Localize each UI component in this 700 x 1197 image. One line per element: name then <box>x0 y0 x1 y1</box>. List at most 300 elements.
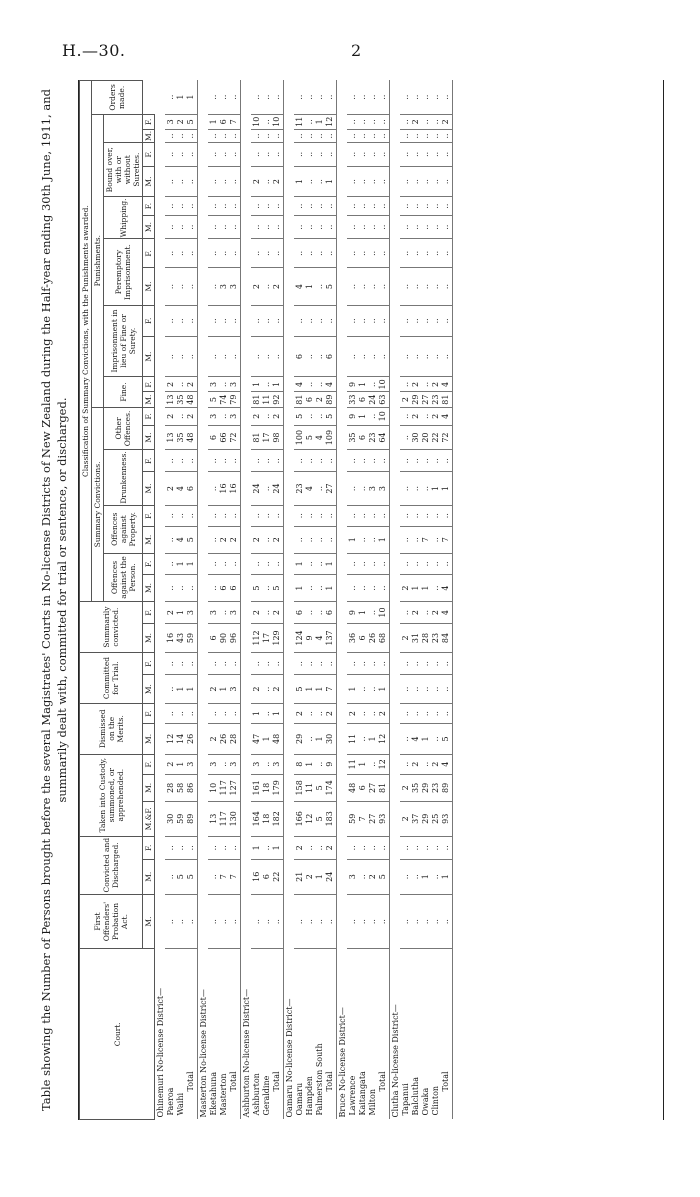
table-cell: .. <box>410 268 420 305</box>
table-cell: 7 <box>324 675 337 704</box>
table-cell: 9 <box>347 377 357 392</box>
table-cell: .. <box>271 305 284 336</box>
table-cell: 23 <box>294 472 304 505</box>
court-name: Balclutha <box>410 1076 420 1116</box>
table-cell: .. <box>367 377 377 392</box>
table-cell: .. <box>185 653 198 675</box>
table-cell: .. <box>261 268 271 305</box>
table-cell: .. <box>377 553 390 574</box>
total-row <box>324 81 337 1120</box>
table-cell: 6 <box>357 774 367 801</box>
table-cell: .. <box>400 675 410 704</box>
table-cell: 10 <box>377 602 390 624</box>
table-cell: .. <box>430 129 440 142</box>
table-cell: .. <box>271 336 284 376</box>
table-cell: .. <box>440 142 453 166</box>
table-cell: .. <box>377 129 390 142</box>
table-row <box>347 81 357 1120</box>
table-cell: 130 <box>228 801 241 836</box>
table-cell: 81 <box>440 392 453 407</box>
table-cell: 3 <box>208 602 218 624</box>
table-cell: 2 <box>410 114 420 129</box>
table-cell: .. <box>294 81 304 115</box>
table-cell: 124 <box>294 623 304 652</box>
court-name: Milton <box>367 1089 377 1116</box>
table-cell: .. <box>440 653 453 675</box>
table-cell: 89 <box>185 801 198 836</box>
sex-f: F. <box>143 703 155 723</box>
table-cell: 2 <box>185 377 198 392</box>
table-cell: 9 <box>347 602 357 624</box>
table-cell: .. <box>218 215 228 239</box>
table-cell: .. <box>165 81 175 115</box>
table-cell: .. <box>410 450 420 472</box>
court-name: Eketahuna <box>208 1071 218 1116</box>
table-cell: .. <box>357 859 367 894</box>
table-cell: .. <box>347 505 357 526</box>
table-cell: .. <box>261 472 271 505</box>
table-cell: 21 <box>294 859 304 894</box>
table-cell: 8 <box>294 754 304 774</box>
table-cell: .. <box>400 129 410 142</box>
table-cell: .. <box>430 215 440 239</box>
table-cell: .. <box>314 472 324 505</box>
table-cell: .. <box>430 114 440 129</box>
table-cell: .. <box>218 377 228 392</box>
table-cell: 3 <box>367 472 377 505</box>
table-row <box>314 81 324 1120</box>
table-cell: .. <box>175 703 185 723</box>
table-cell: .. <box>208 239 218 268</box>
table-cell: 23 <box>430 392 440 407</box>
table-cell: 2 <box>400 623 410 652</box>
table-cell: 1 <box>324 574 337 601</box>
table-cell: 2 <box>410 407 420 425</box>
table-cell: .. <box>324 197 337 215</box>
table-cell: .. <box>185 336 198 376</box>
table-cell: .. <box>271 197 284 215</box>
table-cell: .. <box>251 215 261 239</box>
table-cell: .. <box>261 239 271 268</box>
table-cell: .. <box>218 142 228 166</box>
table-cell: .. <box>410 239 420 268</box>
table-cell: .. <box>357 215 367 239</box>
table-cell: .. <box>420 268 430 305</box>
table-row <box>410 81 420 1120</box>
table-cell: .. <box>304 450 314 472</box>
total-row <box>185 81 198 1120</box>
table-cell: .. <box>271 505 284 526</box>
table-cell: 58 <box>175 774 185 801</box>
table-cell: 1 <box>420 859 430 894</box>
table-cell: 2 <box>165 407 175 425</box>
table-cell: .. <box>410 142 420 166</box>
district-name: Bruce No-license District— <box>337 1007 347 1118</box>
table-cell: .. <box>294 505 304 526</box>
table-cell: .. <box>304 81 314 115</box>
table-cell: .. <box>357 239 367 268</box>
table-cell: 1 <box>175 675 185 704</box>
table-cell: 2 <box>218 526 228 553</box>
table-cell: .. <box>420 602 430 624</box>
table-cell: .. <box>367 526 377 553</box>
table-row <box>304 81 314 1120</box>
sex-f: F. <box>143 836 155 859</box>
table-cell: .. <box>294 526 304 553</box>
table-cell: .. <box>410 675 420 704</box>
table-cell: .. <box>420 114 430 129</box>
sex-m: M. <box>143 859 155 894</box>
table-cell: .. <box>400 268 410 305</box>
table-cell: .. <box>208 703 218 723</box>
table-cell: .. <box>208 450 218 472</box>
table-cell: .. <box>314 754 324 774</box>
table-cell: .. <box>377 166 390 197</box>
col-peremptory: Peremptory Imprisonment. <box>104 239 143 305</box>
table-cell: .. <box>294 215 304 239</box>
table-cell: .. <box>218 836 228 859</box>
table-cell: .. <box>420 894 430 949</box>
col-spacer <box>104 114 143 142</box>
table-cell: .. <box>420 675 430 704</box>
table-cell: 6 <box>218 114 228 129</box>
sex-m: M. <box>143 268 155 305</box>
table-cell: .. <box>420 142 430 166</box>
table-cell: .. <box>347 215 357 239</box>
table-cell: 1 <box>185 675 198 704</box>
table-cell: 90 <box>218 623 228 652</box>
table-cell: .. <box>367 197 377 215</box>
table-cell: 2 <box>324 836 337 859</box>
table-cell: 158 <box>294 774 304 801</box>
table-cell: .. <box>357 836 367 859</box>
table-cell: .. <box>175 450 185 472</box>
table-cell: .. <box>175 653 185 675</box>
table-cell: .. <box>314 836 324 859</box>
table-cell: .. <box>420 703 430 723</box>
table-cell: 4 <box>304 472 314 505</box>
table-cell: 1 <box>304 675 314 704</box>
table-cell: .. <box>304 166 314 197</box>
table-cell: .. <box>228 450 241 472</box>
table-cell: .. <box>400 450 410 472</box>
table-cell: .. <box>218 305 228 336</box>
table-cell: 6 <box>324 602 337 624</box>
table-cell: .. <box>261 574 271 601</box>
sex-f: F. <box>143 602 155 624</box>
table-cell: 2 <box>251 526 261 553</box>
table-cell: .. <box>251 197 261 215</box>
sex-m: M. <box>143 392 155 407</box>
table-cell: 24 <box>271 472 284 505</box>
col-other-offences: Other Offences. <box>104 407 143 450</box>
table-cell: 22 <box>271 859 284 894</box>
table-cell: .. <box>314 166 324 197</box>
district-spacer <box>390 81 401 950</box>
table-cell: 24 <box>367 392 377 407</box>
table-cell: .. <box>347 142 357 166</box>
district-heading-row <box>241 81 252 1120</box>
table-cell: .. <box>261 377 271 392</box>
table-cell: .. <box>228 239 241 268</box>
table-cell: .. <box>261 407 271 425</box>
table-cell: .. <box>261 114 271 129</box>
table-cell: .. <box>208 553 218 574</box>
table-cell: .. <box>218 166 228 197</box>
table-cell: 137 <box>324 623 337 652</box>
table-cell: .. <box>314 197 324 215</box>
table-cell: 12 <box>377 754 390 774</box>
table-cell: .. <box>251 239 261 268</box>
table-cell: .. <box>228 142 241 166</box>
table-cell: 29 <box>410 392 420 407</box>
table-cell: 27 <box>420 392 430 407</box>
table-cell: .. <box>400 602 410 624</box>
sex-f: F. <box>143 142 155 166</box>
table-cell: 6 <box>185 472 198 505</box>
table-cell: 161 <box>251 774 261 801</box>
table-cell: 1 <box>314 675 324 704</box>
table-cell: .. <box>304 836 314 859</box>
table-cell: .. <box>440 305 453 336</box>
table-cell: .. <box>440 450 453 472</box>
table-cell: 11 <box>347 754 357 774</box>
table-cell: .. <box>314 894 324 949</box>
table-cell: .. <box>261 215 271 239</box>
district-heading-row <box>284 81 295 1120</box>
table-cell: .. <box>367 602 377 624</box>
table-cell: 1 <box>294 574 304 601</box>
table-cell: 30 <box>410 425 420 449</box>
table-cell: 1 <box>420 724 430 754</box>
table-cell: 86 <box>185 774 198 801</box>
table-cell: .. <box>367 574 377 601</box>
table-cell: .. <box>185 239 198 268</box>
table-cell: .. <box>228 703 241 723</box>
table-cell: 1 <box>304 754 314 774</box>
table-cell: .. <box>377 450 390 472</box>
table-cell: .. <box>271 894 284 949</box>
court-name: Hampden <box>304 1076 314 1116</box>
col-committed: Committed for Trial. <box>80 653 143 704</box>
table-cell: 2 <box>271 407 284 425</box>
table-cell: 79 <box>228 392 241 407</box>
table-cell: 5 <box>294 675 304 704</box>
table-cell: 5 <box>271 574 284 601</box>
table-cell: .. <box>400 754 410 774</box>
table-cell: 72 <box>228 425 241 449</box>
table-cell: 93 <box>377 801 390 836</box>
table-cell: .. <box>251 450 261 472</box>
table-cell: 3 <box>228 602 241 624</box>
sex-m: M. <box>143 472 155 505</box>
table-cell: 129 <box>271 623 284 652</box>
table-cell: .. <box>208 215 218 239</box>
table-cell: .. <box>175 336 185 376</box>
table-cell: .. <box>347 450 357 472</box>
table-cell: 6 <box>261 859 271 894</box>
table-cell: .. <box>304 215 314 239</box>
table-cell: .. <box>430 81 440 115</box>
table-cell: .. <box>324 894 337 949</box>
table-cell: .. <box>208 197 218 215</box>
table-cell: .. <box>208 472 218 505</box>
table-cell: .. <box>367 239 377 268</box>
table-cell: .. <box>357 574 367 601</box>
table-cell: 1 <box>357 377 367 392</box>
table-cell: .. <box>430 450 440 472</box>
table-cell: .. <box>400 836 410 859</box>
table-body <box>155 81 453 1120</box>
table-cell: 2 <box>430 754 440 774</box>
table-cell: .. <box>165 129 175 142</box>
table-cell: 27 <box>324 472 337 505</box>
table-cell: .. <box>324 526 337 553</box>
col-convicted-discharged: Convicted and Discharged. <box>80 836 143 894</box>
table-cell: .. <box>357 166 367 197</box>
court-name: Geraldine <box>261 1075 271 1116</box>
table-cell: 2 <box>430 377 440 392</box>
table-cell: .. <box>410 836 420 859</box>
table-cell: .. <box>377 305 390 336</box>
table-cell: .. <box>218 81 228 115</box>
table-cell: 1 <box>314 859 324 894</box>
table-cell: .. <box>440 505 453 526</box>
table-cell: 1 <box>410 574 420 601</box>
table-cell: .. <box>228 129 241 142</box>
table-cell: 48 <box>185 425 198 449</box>
table-cell: .. <box>347 472 357 505</box>
table-cell: 5 <box>314 774 324 801</box>
table-cell: .. <box>367 129 377 142</box>
table-cell: .. <box>440 215 453 239</box>
table-cell: 1 <box>251 377 261 392</box>
district-name: Oamaru No-license District— <box>284 998 294 1118</box>
table-title: Table showing the Number of Persons brought before the several Magistrates' Courts in No-license Districts of New Zealand during the Half-year ending 30th June, 1911, and summarily dealt with, committed for trial or sentence, or discharged. <box>39 88 69 1112</box>
table-cell: 3 <box>347 859 357 894</box>
table-cell: .. <box>410 894 420 949</box>
court-name: Total <box>271 949 284 1120</box>
table-cell: .. <box>357 653 367 675</box>
sex-m: M. <box>144 130 153 141</box>
table-cell: 4 <box>314 623 324 652</box>
table-cell: .. <box>228 553 241 574</box>
table-cell: .. <box>357 142 367 166</box>
table-cell: .. <box>410 305 420 336</box>
table-cell: .. <box>314 602 324 624</box>
col-bound-over: Bound over, with or without Sureties. <box>104 142 143 196</box>
table-cell: .. <box>440 268 453 305</box>
table-cell: .. <box>304 505 314 526</box>
table-cell: 47 <box>251 724 261 754</box>
table-cell: .. <box>218 407 228 425</box>
table-cell: .. <box>347 305 357 336</box>
table-cell: .. <box>294 894 304 949</box>
table-cell: 29 <box>420 801 430 836</box>
table-cell: .. <box>304 602 314 624</box>
table-cell: .. <box>261 553 271 574</box>
table-cell: .. <box>165 336 175 376</box>
table-cell: .. <box>218 653 228 675</box>
table-cell: .. <box>261 836 271 859</box>
table-cell: .. <box>228 653 241 675</box>
table-cell: .. <box>208 81 218 115</box>
district-spacer <box>155 81 166 950</box>
table-cell: .. <box>228 336 241 376</box>
table-cell: 48 <box>271 724 284 754</box>
table-cell: 16 <box>165 623 175 652</box>
table-cell: 93 <box>440 801 453 836</box>
table-cell: 10 <box>377 377 390 392</box>
table-cell: 23 <box>430 774 440 801</box>
table-cell: 7 <box>228 859 241 894</box>
sex-m: M. <box>143 894 155 949</box>
table-cell: .. <box>304 526 314 553</box>
table-cell: .. <box>165 450 175 472</box>
table-cell: 16 <box>251 859 261 894</box>
table-cell: 3 <box>165 114 175 129</box>
rotated-table-frame <box>38 80 668 1120</box>
table-cell: .. <box>261 450 271 472</box>
table-row <box>218 81 228 1120</box>
table-cell: .. <box>420 336 430 376</box>
table-cell: 22 <box>430 425 440 449</box>
table-cell: 1 <box>185 553 198 574</box>
table-cell: 2 <box>228 526 241 553</box>
table-cell: 26 <box>367 623 377 652</box>
table-cell: .. <box>357 505 367 526</box>
table-cell: .. <box>410 526 420 553</box>
table-cell: 81 <box>294 392 304 407</box>
table-row <box>430 81 440 1120</box>
table-cell: 5 <box>304 425 314 449</box>
court-name: Oamaru <box>294 1082 304 1116</box>
table-cell: 1 <box>347 675 357 704</box>
table-cell: 4 <box>314 425 324 449</box>
district-heading-row <box>390 81 401 1120</box>
table-cell: .. <box>324 239 337 268</box>
table-cell: 2 <box>251 407 261 425</box>
table-cell: .. <box>165 675 175 704</box>
table-cell: 2 <box>165 602 175 624</box>
table-cell: .. <box>400 377 410 392</box>
table-cell: 12 <box>324 114 337 129</box>
table-cell: 2 <box>430 602 440 624</box>
table-cell: .. <box>377 336 390 376</box>
table-cell: .. <box>228 166 241 197</box>
table-cell: .. <box>208 653 218 675</box>
table-cell: 96 <box>228 623 241 652</box>
table-cell: .. <box>347 574 357 601</box>
table-cell: .. <box>175 377 185 392</box>
table-row <box>261 81 271 1120</box>
table-cell: 117 <box>218 774 228 801</box>
table-cell: 18 <box>261 801 271 836</box>
table-cell: 5 <box>175 859 185 894</box>
table-cell: 81 <box>251 425 261 449</box>
table-cell: .. <box>261 305 271 336</box>
table-cell: .. <box>367 553 377 574</box>
table-cell: 2 <box>400 574 410 601</box>
table-cell: .. <box>400 215 410 239</box>
table-cell: 37 <box>410 801 420 836</box>
table-cell: .. <box>400 553 410 574</box>
table-cell: 81 <box>251 392 261 407</box>
table-cell: .. <box>440 166 453 197</box>
table-cell: 2 <box>208 675 218 704</box>
table-cell: .. <box>228 215 241 239</box>
table-cell: .. <box>400 197 410 215</box>
